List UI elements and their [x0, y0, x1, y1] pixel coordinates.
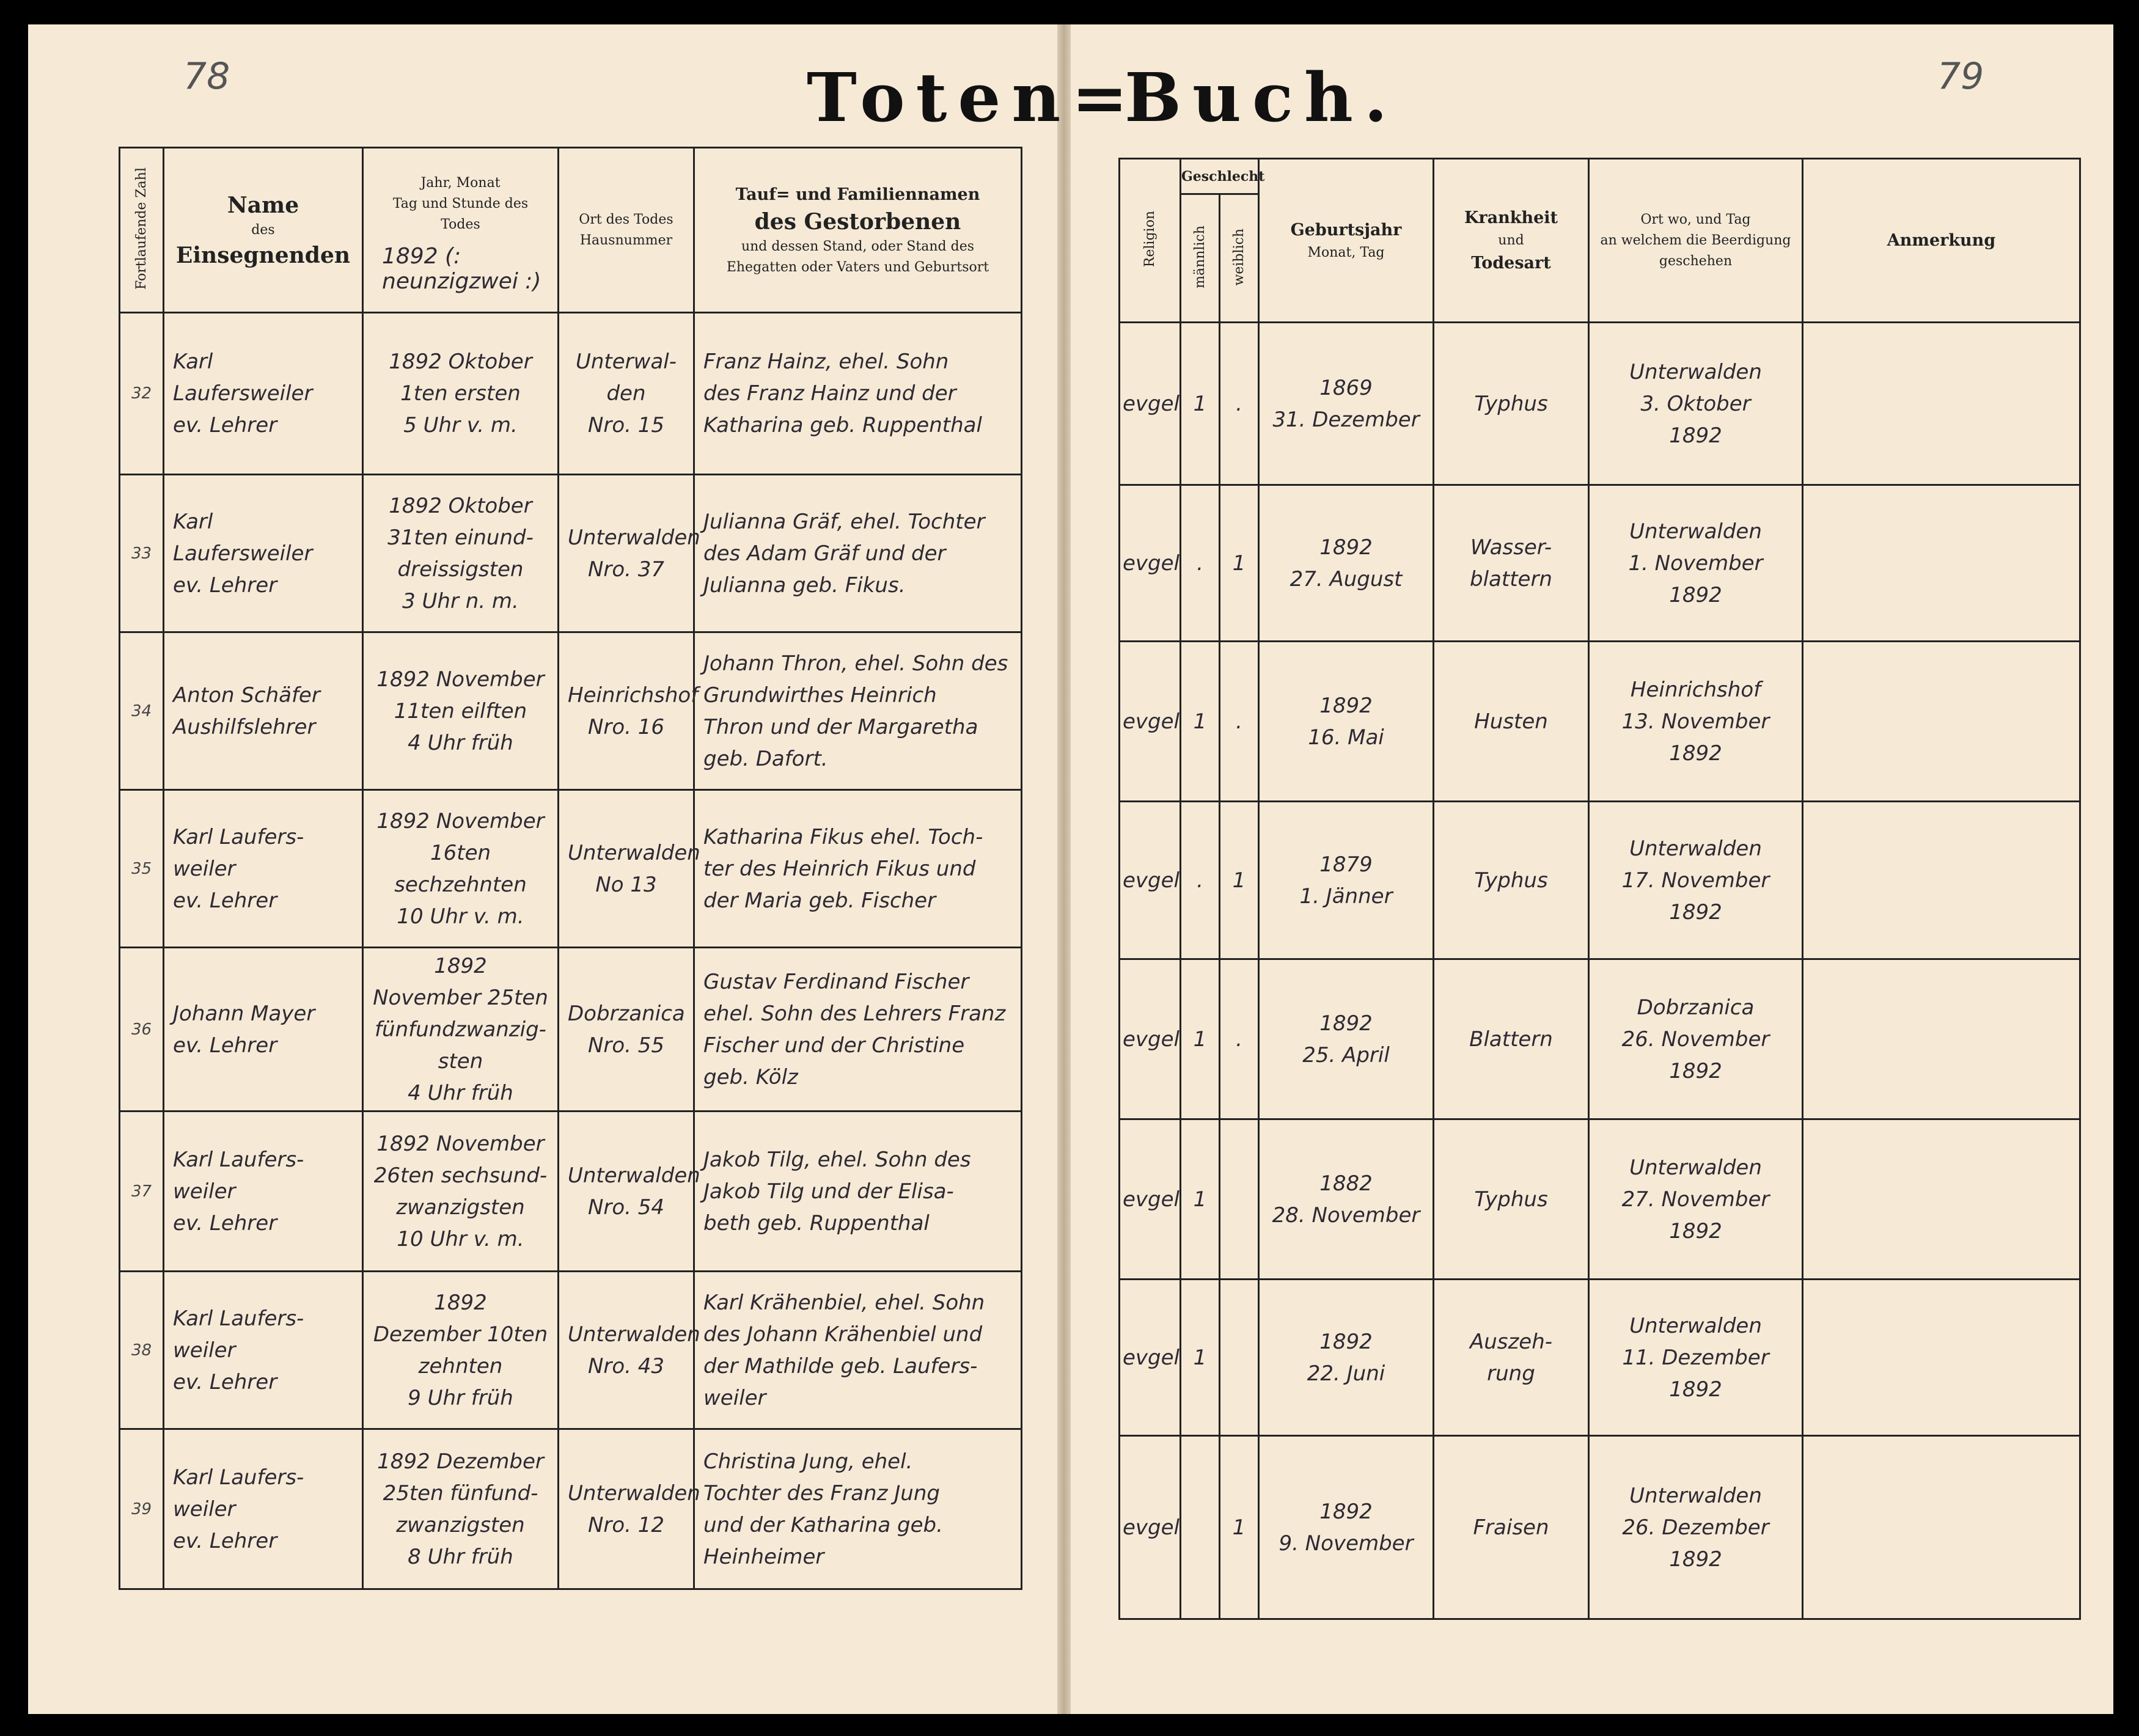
entry-religion: evgel — [1120, 1436, 1181, 1619]
entry-officiant: Karl Laufers- weiler ev. Lehrer — [164, 1429, 363, 1589]
entry-religion: evgel — [1120, 485, 1181, 642]
entry-death-date: 1892 Oktober 1ten ersten 5 Uhr v. m. — [363, 313, 559, 475]
header-religion: Religion — [1120, 159, 1181, 323]
entry-remarks — [1803, 642, 2080, 802]
entry-death-place: Unterwal- den Nro. 15 — [559, 313, 694, 475]
left-table-row — [120, 632, 1022, 790]
entry-deceased: Julianna Gräf, ehel. Tochter des Adam Gräf und der Julianna geb. Fikus. — [694, 475, 1022, 632]
entry-illness: Fraisen — [1434, 1436, 1589, 1619]
right-page-number: 79 — [1937, 55, 1984, 98]
entry-nr: 36 — [120, 948, 164, 1112]
entry-religion: evgel — [1120, 323, 1181, 485]
entry-illness: Typhus — [1434, 802, 1589, 959]
entry-death-date: 1892 November 26ten sechsund- zwanzigsten 10 Uhr v. m. — [363, 1112, 559, 1272]
entry-female: . — [1220, 323, 1259, 485]
left-table-row — [120, 1112, 1022, 1272]
entry-death-place: Unterwalden No 13 — [559, 790, 694, 948]
entry-nr: 32 — [120, 313, 164, 475]
entry-deceased: Katharina Fikus ehel. Toch- ter des Heinrich Fikus und der Maria geb. Fischer — [694, 790, 1022, 948]
entry-nr: 37 — [120, 1112, 164, 1272]
entry-deceased: Karl Krähenbiel, ehel. Sohn des Johann Krähenbiel und der Mathilde geb. Laufers- weiler — [694, 1272, 1022, 1429]
entry-burial: Unterwalden 3. Oktober 1892 — [1589, 323, 1803, 485]
entry-death-place: Unterwalden Nro. 37 — [559, 475, 694, 632]
register-right-table — [1118, 158, 2081, 1620]
entry-death-date: 1892 Dezember 25ten fünfund- zwanzigsten 8 Uhr früh — [363, 1429, 559, 1589]
right-table-row — [1120, 642, 2080, 802]
entry-burial: Unterwalden 1. November 1892 — [1589, 485, 1803, 642]
header-place: Ort des Todes Hausnummer — [559, 148, 694, 313]
entry-illness: Wasser- blattern — [1434, 485, 1589, 642]
entry-officiant: Johann Mayer ev. Lehrer — [164, 948, 363, 1112]
entry-religion: evgel — [1120, 959, 1181, 1119]
entry-death-date: 1892 Dezember 10ten zehnten 9 Uhr früh — [363, 1272, 559, 1429]
header-nr: Fortlaufende Zahl — [120, 148, 164, 313]
right-table-row — [1120, 959, 2080, 1119]
entry-nr: 35 — [120, 790, 164, 948]
entry-death-place: Unterwalden Nro. 54 — [559, 1112, 694, 1272]
entry-death-place: Unterwalden Nro. 43 — [559, 1272, 694, 1429]
header-date-year: 1892 (: neunzigzwei :) — [382, 244, 541, 294]
entry-death-date: 1892 Oktober 31ten einund- dreissigsten 3 Uhr n. m. — [363, 475, 559, 632]
entry-remarks — [1803, 802, 2080, 959]
entry-female: 1 — [1220, 485, 1259, 642]
entry-deceased: Christina Jung, ehel. Tochter des Franz Jung und der Katharina geb. Heinheimer — [694, 1429, 1022, 1589]
entry-illness: Husten — [1434, 642, 1589, 802]
entry-burial: Unterwalden 11. Dezember 1892 — [1589, 1280, 1803, 1436]
entry-officiant: Anton Schäfer Aushilfslehrer — [164, 632, 363, 790]
header-burial: Ort wo, und Tag an welchem die Beerdigung geschehen — [1589, 159, 1803, 323]
entry-male: 1 — [1181, 1280, 1220, 1436]
entry-death-place: Dobrzanica Nro. 55 — [559, 948, 694, 1112]
entry-birth: 1892 25. April — [1259, 959, 1434, 1119]
entry-deceased: Franz Hainz, ehel. Sohn des Franz Hainz und der Katharina geb. Ruppenthal — [694, 313, 1022, 475]
entry-birth: 1892 27. August — [1259, 485, 1434, 642]
register-left-table — [119, 147, 1022, 1590]
entry-officiant: Karl Laufers- weiler ev. Lehrer — [164, 1112, 363, 1272]
left-header-row — [120, 148, 1022, 313]
entry-birth: 1892 9. November — [1259, 1436, 1434, 1619]
entry-nr: 34 — [120, 632, 164, 790]
entry-burial: Unterwalden 26. Dezember 1892 — [1589, 1436, 1803, 1619]
entry-burial: Unterwalden 17. November 1892 — [1589, 802, 1803, 959]
entry-nr: 39 — [120, 1429, 164, 1589]
left-table-row — [120, 313, 1022, 475]
right-table-row — [1120, 802, 2080, 959]
right-table-row — [1120, 1119, 2080, 1280]
entry-nr: 33 — [120, 475, 164, 632]
entry-male: . — [1181, 802, 1220, 959]
entry-birth: 1869 31. Dezember — [1259, 323, 1434, 485]
entry-birth: 1882 28. November — [1259, 1119, 1434, 1280]
entry-illness: Blattern — [1434, 959, 1589, 1119]
entry-female: 1 — [1220, 1436, 1259, 1619]
left-page-number: 78 — [183, 55, 230, 98]
right-table-row — [1120, 1280, 2080, 1436]
entry-remarks — [1803, 1436, 2080, 1619]
entry-religion: evgel — [1120, 1280, 1181, 1436]
entry-death-date: 1892 November 11ten eilften 4 Uhr früh — [363, 632, 559, 790]
header-deceased: Tauf= und Familiennamen des Gestorbenen und dessen Stand, oder Stand des Ehegatten oder Vaters und Geburtsort — [694, 148, 1022, 313]
entry-female: 1 — [1220, 802, 1259, 959]
entry-officiant: Karl Laufers- weiler ev. Lehrer — [164, 790, 363, 948]
entry-male: 1 — [1181, 323, 1220, 485]
title-right: Buch. — [1125, 58, 1399, 137]
entry-religion: evgel — [1120, 1119, 1181, 1280]
left-table-row — [120, 475, 1022, 632]
header-illness: Krankheit und Todesart — [1434, 159, 1589, 323]
entry-male: . — [1181, 485, 1220, 642]
header-remarks: Anmerkung — [1803, 159, 2080, 323]
left-table-row — [120, 790, 1022, 948]
entry-death-date: 1892 November 25ten fünfundzwanzig- sten 4 Uhr früh — [363, 948, 559, 1112]
entry-female — [1220, 1280, 1259, 1436]
entry-illness: Typhus — [1434, 1119, 1589, 1280]
right-table-row — [1120, 1436, 2080, 1619]
entry-male: 1 — [1181, 959, 1220, 1119]
entry-male — [1181, 1436, 1220, 1619]
entry-female: . — [1220, 959, 1259, 1119]
entry-officiant: Karl Laufersweiler ev. Lehrer — [164, 475, 363, 632]
entry-death-place: Heinrichshof Nro. 16 — [559, 632, 694, 790]
book-gutter — [1057, 24, 1071, 1714]
entry-female: . — [1220, 642, 1259, 802]
entry-birth: 1892 22. Juni — [1259, 1280, 1434, 1436]
entry-death-place: Unterwalden Nro. 12 — [559, 1429, 694, 1589]
entry-death-date: 1892 November 16ten sechzehnten 10 Uhr v. m. — [363, 790, 559, 948]
header-male: männlich — [1181, 194, 1220, 323]
entry-illness: Auszeh- rung — [1434, 1280, 1589, 1436]
entry-birth: 1879 1. Jänner — [1259, 802, 1434, 959]
entry-illness: Typhus — [1434, 323, 1589, 485]
header-sex: Geschlecht — [1181, 159, 1259, 194]
entry-burial: Unterwalden 27. November 1892 — [1589, 1119, 1803, 1280]
entry-burial: Heinrichshof 13. November 1892 — [1589, 642, 1803, 802]
entry-female — [1220, 1119, 1259, 1280]
left-table-row — [120, 1429, 1022, 1589]
header-birth: Geburtsjahr Monat, Tag — [1259, 159, 1434, 323]
header-date: Jahr, Monat Tag und Stunde des Todes 1892 (: neunzigzwei :) — [363, 148, 559, 313]
left-table-row — [120, 948, 1022, 1112]
entry-officiant: Karl Laufersweiler ev. Lehrer — [164, 313, 363, 475]
entry-remarks — [1803, 959, 2080, 1119]
entry-birth: 1892 16. Mai — [1259, 642, 1434, 802]
entry-deceased: Gustav Ferdinand Fischer ehel. Sohn des Lehrers Franz Fischer und der Christine geb. Kölz — [694, 948, 1022, 1112]
entry-deceased: Johann Thron, ehel. Sohn des Grundwirthes Heinrich Thron und der Margaretha geb. Dafort. — [694, 632, 1022, 790]
header-female: weiblich — [1220, 194, 1259, 323]
entry-remarks — [1803, 485, 2080, 642]
header-name: Name des Einsegnenden — [164, 148, 363, 313]
entry-male: 1 — [1181, 1119, 1220, 1280]
entry-remarks — [1803, 1119, 2080, 1280]
left-table-row — [120, 1272, 1022, 1429]
entry-nr: 38 — [120, 1272, 164, 1429]
entry-male: 1 — [1181, 642, 1220, 802]
entry-deceased: Jakob Tilg, ehel. Sohn des Jakob Tilg und der Elisa- beth geb. Ruppenthal — [694, 1112, 1022, 1272]
right-table-row — [1120, 485, 2080, 642]
entry-burial: Dobrzanica 26. November 1892 — [1589, 959, 1803, 1119]
entry-religion: evgel — [1120, 802, 1181, 959]
title-left: Toten= — [807, 58, 1139, 137]
entry-religion: evgel — [1120, 642, 1181, 802]
entry-remarks — [1803, 1280, 2080, 1436]
entry-officiant: Karl Laufers- weiler ev. Lehrer — [164, 1272, 363, 1429]
entry-remarks — [1803, 323, 2080, 485]
right-header-row-top — [1120, 159, 2080, 194]
right-table-row — [1120, 323, 2080, 485]
